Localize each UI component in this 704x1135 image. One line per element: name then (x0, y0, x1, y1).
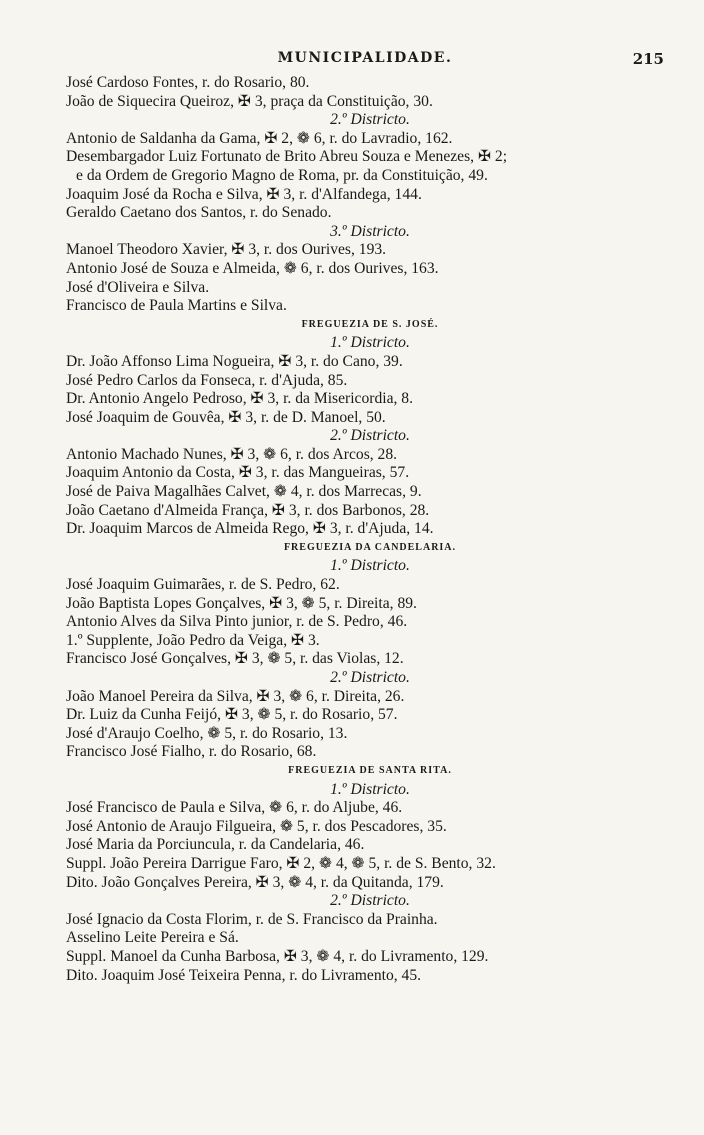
list-item: José Ignacio da Costa Florim, r. de S. Francisco da Prainha. (66, 910, 438, 928)
list-item: José Pedro Carlos da Fonseca, r. d'Ajuda, 85. (66, 371, 348, 389)
list-item: Suppl. João Pereira Darrigue Faro, ✠ 2, ❁ 4, ❁ 5, r. de S. Bento, 32. (66, 854, 496, 872)
list-item: José Maria da Porciuncula, r. da Candelaria, 46. (66, 836, 365, 854)
list-item: José Joaquim de Gouvêa, ✠ 3, r. de D. Manoel, 50. (66, 408, 386, 426)
list-item: Geraldo Caetano dos Santos, r. do Senado. (66, 204, 332, 222)
list-item: Suppl. Manoel da Cunha Barbosa, ✠ 3, ❁ 4, r. do Livramento, 129. (66, 947, 489, 965)
list-item: Joaquim Antonio da Costa, ✠ 3, r. das Mangueiras, 57. (66, 464, 410, 482)
list-item: Antonio Machado Nunes, ✠ 3, ❁ 6, r. dos Arcos, 28. (66, 445, 398, 463)
list-item: Dr. Antonio Angelo Pedroso, ✠ 3, r. da Misericordia, 8. (66, 390, 413, 408)
list-item: 1.º Supplente, João Pedro da Veiga, ✠ 3. (66, 631, 320, 649)
list-item: Dr. Luiz da Cunha Feijó, ✠ 3, ❁ 5, r. do Rosario, 57. (66, 706, 398, 724)
district-heading: 1.º Districto. (330, 780, 410, 798)
list-body (66, 74, 674, 985)
list-item: Dito. Joaquim José Teixeira Penna, r. do Livramento, 45. (66, 966, 422, 984)
district-heading: 2.º Districto. (330, 669, 410, 686)
list-item: Francisco José Gonçalves, ✠ 3, ❁ 5, r. das Violas, 12. (66, 650, 404, 668)
list-item: Antonio José de Souza e Almeida, ❁ 6, r. dos Ourives, 163. (66, 259, 439, 277)
list-item: Manoel Theodoro Xavier, ✠ 3, r. dos Ourives, 193. (66, 241, 387, 259)
list-item: Desembargador Luiz Fortunato de Brito Abreu Souza e Menezes, ✠ 2; (66, 148, 508, 166)
list-item: Antonio Alves da Silva Pinto junior, r. de S. Pedro, 46. (66, 613, 408, 631)
list-item: José Francisco de Paula e Silva, ❁ 6, r. do Aljube, 46. (66, 799, 403, 817)
running-title: MUNICIPALIDADE. (277, 50, 453, 66)
list-item: João Manoel Pereira da Silva, ✠ 3, ❁ 6, r. Direita, 26. (66, 687, 405, 705)
district-heading: 3.º Districto. (330, 222, 410, 240)
list-item: Dr. João Affonso Lima Nogueira, ✠ 3, r. do Cano, 39. (66, 352, 403, 370)
list-item: José de Paiva Magalhães Calvet, ❁ 4, r. dos Marrecas, 9. (66, 483, 422, 501)
parish-heading: FREGUEZIA DE S. JOSÉ. (301, 318, 439, 330)
list-item: Dr. Joaquim Marcos de Almeida Rego, ✠ 3, r. d'Ajuda, 14. (66, 520, 434, 538)
district-heading: 2.º Districto. (330, 111, 410, 129)
district-heading: 1.º Districto. (330, 334, 410, 352)
list-item-continuation: e da Ordem de Gregorio Magno de Roma, pr. da Constituição, 49. (76, 166, 488, 184)
list-item: João de Siquecira Queiroz, ✠ 3, praça da Constituição, 30. (66, 92, 433, 110)
list-item: José Cardoso Fontes, r. do Rosario, 80. (66, 74, 310, 91)
list-item: Joaquim José da Rocha e Silva, ✠ 3, r. d'Alfandega, 144. (66, 185, 422, 203)
list-item: Antonio de Saldanha da Gama, ✠ 2, ❁ 6, r. do Lavradio, 162. (66, 129, 453, 147)
page-number: 215 (632, 50, 664, 68)
parish-heading: FREGUEZIA DA CANDELARIA. (283, 541, 457, 553)
list-item: José Antonio de Araujo Filgueira, ❁ 5, r. dos Pescadores, 35. (66, 817, 447, 835)
list-item: João Baptista Lopes Gonçalves, ✠ 3, ❁ 5, r. Direita, 89. (66, 594, 417, 612)
list-item: José d'Oliveira e Silva. (66, 278, 210, 296)
page-header (66, 50, 664, 72)
list-item: João Caetano d'Almeida França, ✠ 3, r. dos Barbonos, 28. (66, 501, 430, 519)
parish-heading: FREGUEZIA DE SANTA RITA. (288, 764, 452, 776)
list-item: José d'Araujo Coelho, ❁ 5, r. do Rosario, 13. (66, 724, 348, 742)
list-item: Francisco José Fialho, r. do Rosario, 68. (66, 743, 317, 761)
list-item: Asselino Leite Pereira e Sá. (66, 929, 239, 947)
list-item: José Joaquim Guimarães, r. de S. Pedro, 62. (66, 576, 340, 594)
list-item: Francisco de Paula Martins e Silva. (66, 297, 287, 315)
district-heading: 2.º Districto. (330, 427, 410, 445)
district-heading: 1.º Districto. (330, 557, 410, 575)
list-item: Dito. João Gonçalves Pereira, ✠ 3, ❁ 4, r. da Quitanda, 179. (66, 873, 444, 891)
district-heading: 2.º Districto. (330, 892, 410, 910)
